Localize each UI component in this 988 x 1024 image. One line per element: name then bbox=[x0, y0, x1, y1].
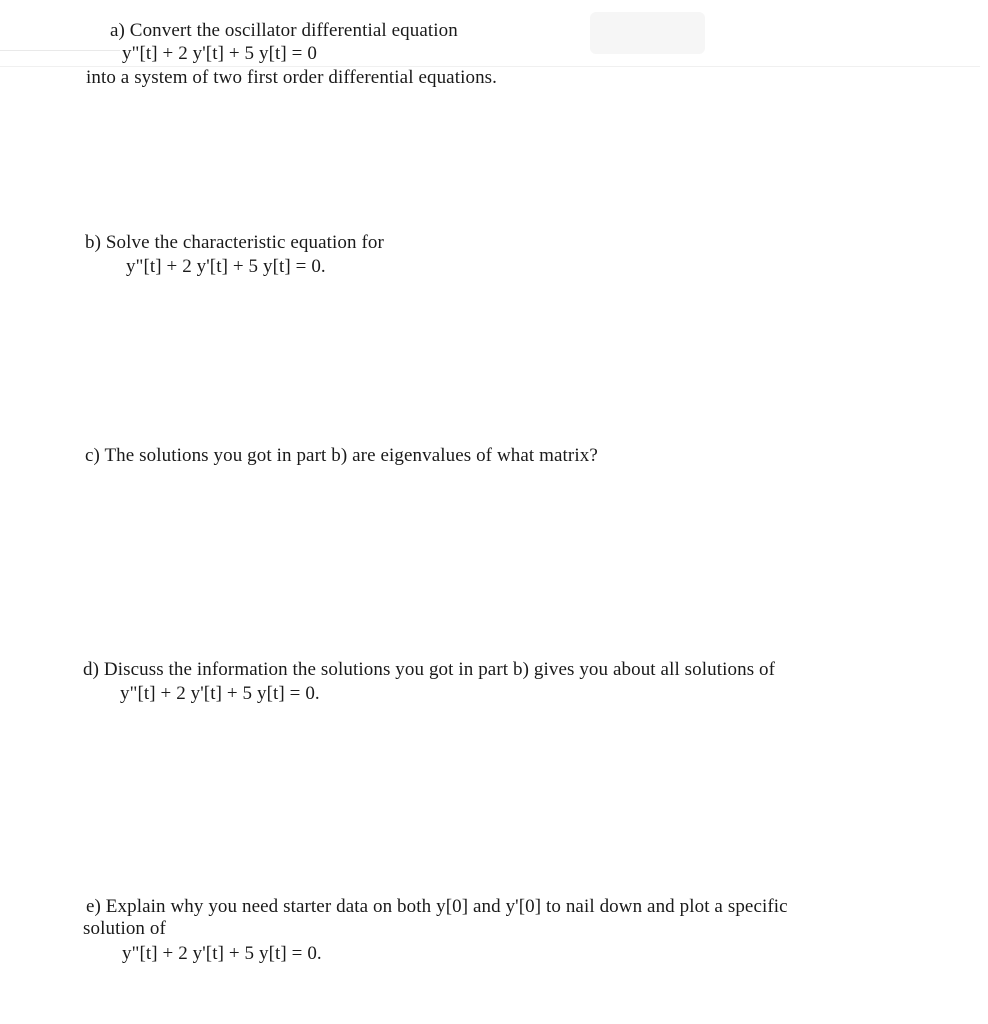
problem-b-equation: y"[t] + 2 y'[t] + 5 y[t] = 0. bbox=[126, 256, 326, 277]
problem-a-equation: y"[t] + 2 y'[t] + 5 y[t] = 0 bbox=[122, 43, 317, 64]
problem-e-equation: y"[t] + 2 y'[t] + 5 y[t] = 0. bbox=[122, 943, 322, 964]
problem-d-equation: y"[t] + 2 y'[t] + 5 y[t] = 0. bbox=[120, 683, 320, 704]
problem-b-prompt: b) Solve the characteristic equation for bbox=[85, 232, 384, 253]
scan-artifact-line bbox=[0, 50, 120, 51]
problem-a-prompt: a) Convert the oscillator differential equation bbox=[110, 20, 458, 41]
scan-artifact-smudge bbox=[590, 12, 705, 54]
problem-d-prompt: d) Discuss the information the solutions you got in part b) gives you about all solutions of bbox=[83, 659, 776, 680]
problem-e-prompt: e) Explain why you need starter data on both y[0] and y'[0] to nail down and plot a specific bbox=[86, 896, 788, 917]
problem-a-instruction: into a system of two first order differential equations. bbox=[86, 67, 498, 88]
problem-e-prompt-continued: solution of bbox=[83, 918, 166, 939]
problem-c-prompt: c) The solutions you got in part b) are eigenvalues of what matrix? bbox=[85, 445, 598, 466]
